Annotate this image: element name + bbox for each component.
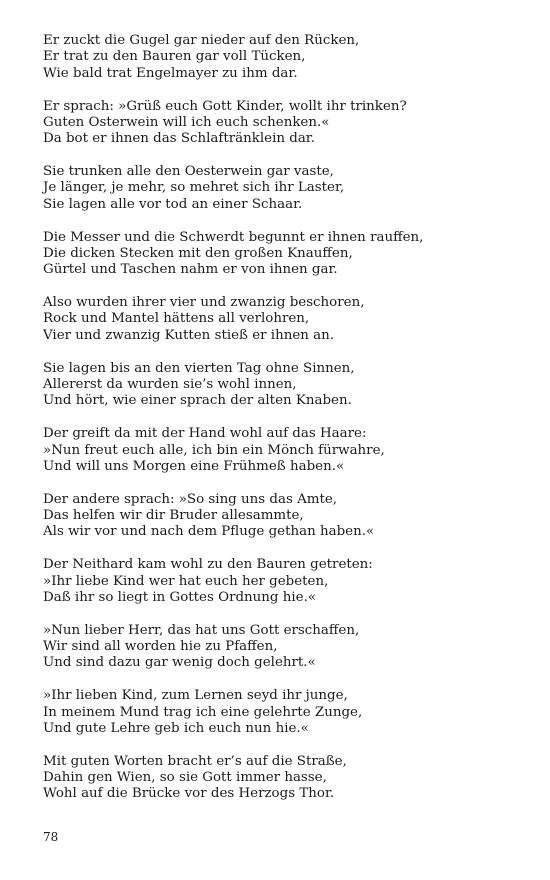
stanza-4	[43, 230, 523, 279]
stanza-1	[43, 33, 523, 82]
verse-line: Und sind dazu gar wenig doch gelehrt.«	[43, 655, 316, 671]
verse-line: »Ihr liebe Kind wer hat euch her gebeten,	[43, 573, 329, 589]
verse-line: Er sprach: »Grüß euch Gott Kinder, wollt ihr trinken?	[43, 98, 407, 114]
stanza-2	[43, 99, 523, 148]
verse-line: Er trat zu den Bauren gar voll Tücken,	[43, 49, 306, 65]
verse-line: Und hört, wie einer sprach der alten Knaben.	[43, 393, 352, 409]
page-number: 78	[43, 830, 59, 844]
stanza-9	[43, 557, 523, 606]
stanza-8	[43, 492, 523, 541]
verse-line: Daß ihr so liegt in Gottes Ordnung hie.«	[43, 589, 317, 605]
verse-line: »Nun freut euch alle, ich bin ein Mönch fürwahre,	[43, 442, 385, 458]
verse-line: In meinem Mund trag ich eine gelehrte Zunge,	[43, 704, 363, 720]
stanza-5	[43, 295, 523, 344]
verse-line: Dahin gen Wien, so sie Gott immer hasse,	[43, 770, 327, 786]
verse-line: »Nun lieber Herr, das hat uns Gott erschaffen,	[43, 622, 360, 638]
verse-line: Gürtel und Taschen nahm er von ihnen gar.	[43, 262, 338, 278]
verse-line: Allererst da wurden sie’s wohl innen,	[43, 376, 297, 392]
verse-line: Also wurden ihrer vier und zwanzig beschoren,	[43, 295, 365, 311]
stanza-6	[43, 361, 523, 410]
verse-line: Sie lagen alle vor tod an einer Schaar.	[43, 196, 303, 212]
stanza-12	[43, 754, 523, 803]
verse-line: Die Messer und die Schwerdt begunnt er ihnen rauffen,	[43, 229, 424, 245]
stanza-11	[43, 688, 523, 737]
verse-line: Wohl auf die Brücke vor des Herzogs Thor.	[43, 786, 335, 802]
verse-line: Vier und zwanzig Kutten stieß er ihnen an.	[43, 327, 335, 343]
stanza-3	[43, 164, 523, 213]
verse-line: Und gute Lehre geb ich euch nun hie.«	[43, 720, 309, 736]
verse-line: Als wir vor und nach dem Pfluge gethan haben.«	[43, 524, 375, 540]
verse-line: Er zuckt die Gugel gar nieder auf den Rücken,	[43, 33, 360, 48]
verse-line: Sie lagen bis an den vierten Tag ohne Sinnen,	[43, 360, 355, 376]
stanza-7	[43, 426, 523, 475]
verse-line: Mit guten Worten bracht er’s auf die Straße,	[43, 753, 347, 769]
verse-line: Guten Osterwein will ich euch schenken.«	[43, 114, 330, 130]
verse-line: Rock und Mantel hättens all verlohren,	[43, 311, 310, 327]
verse-line: »Ihr lieben Kind, zum Lernen seyd ihr junge,	[43, 688, 348, 704]
poem-body	[43, 33, 523, 819]
verse-line: Wir sind all worden hie zu Pfaffen,	[43, 639, 278, 655]
verse-line: Sie trunken alle den Oesterwein gar vaste,	[43, 164, 334, 180]
verse-line: Die dicken Stecken mit den großen Knauffen,	[43, 245, 353, 261]
verse-line: Der andere sprach: »So sing uns das Amte,	[43, 491, 338, 507]
verse-line: Und will uns Morgen eine Frühmeß haben.«	[43, 458, 345, 474]
verse-line: Da bot er ihnen das Schlaftränklein dar.	[43, 131, 315, 147]
verse-line: Wie bald trat Engelmayer zu ihm dar.	[43, 65, 298, 81]
verse-line: Je länger, je mehr, so mehret sich ihr Laster,	[43, 180, 345, 196]
stanza-10	[43, 623, 523, 672]
verse-line: Der Neithard kam wohl zu den Bauren getreten:	[43, 557, 373, 573]
verse-line: Das helfen wir dir Bruder allesammte,	[43, 508, 304, 524]
verse-line: Der greift da mit der Hand wohl auf das Haare:	[43, 426, 367, 442]
